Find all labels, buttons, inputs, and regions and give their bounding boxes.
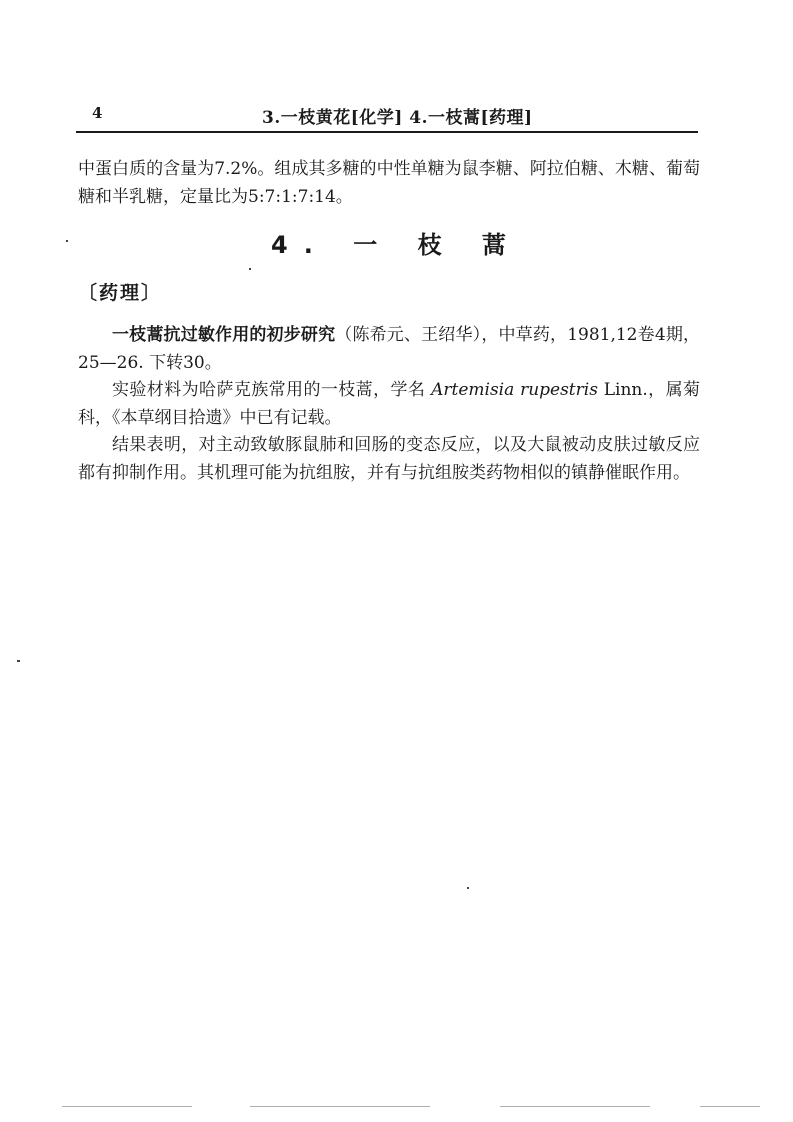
results-paragraph: 结果表明，对主动致敏豚鼠肺和回肠的变态反应，以及大鼠被动皮肤过敏反应都有抑制作用。其机理可能为抗组胺，并有与抗组胺类药物相似的镇静催眠作用。 xyxy=(78,435,700,483)
reference-details: （陈希元、王绍华），中草药，1981,12卷4期，25—26. 下转30。 xyxy=(78,325,701,373)
scan-speck xyxy=(17,660,20,662)
scan-speck xyxy=(66,240,68,242)
scan-edge-line xyxy=(500,1106,650,1107)
reference-paragraph xyxy=(78,321,700,377)
material-text-after: Linn.，属菊科，《本草纲目拾遗》中已有记载。 xyxy=(78,380,700,428)
continued-paragraph: 中蛋白质的含量为7.2%。组成其多糖的中性单糖为鼠李糖、阿拉伯糖、木糖、葡萄糖和半乳糖，定量比为5:7:1:7:14。 xyxy=(78,159,700,207)
scan-edge-line xyxy=(700,1106,760,1107)
latin-name: Artemisia rupestris xyxy=(431,380,598,400)
scan-edge-line xyxy=(250,1106,430,1107)
subheading-pharmacology: 〔药理〕 xyxy=(78,282,163,304)
running-header: 3.一枝黄花[化学] 4.一枝蒿[药理] xyxy=(262,108,533,128)
reference-title: 一枝蒿抗过敏作用的初步研究 xyxy=(112,325,336,345)
scan-edge-line xyxy=(62,1106,192,1107)
header-rule xyxy=(76,131,698,133)
scan-speck xyxy=(467,887,469,889)
material-text-before: 实验材料为哈萨克族常用的一枝蒿，学名 xyxy=(112,380,432,400)
scan-speck xyxy=(249,268,251,270)
material-paragraph xyxy=(78,376,700,432)
page-number: 4 xyxy=(92,104,103,122)
section-title: 4. 一 枝 蒿 xyxy=(271,231,522,259)
